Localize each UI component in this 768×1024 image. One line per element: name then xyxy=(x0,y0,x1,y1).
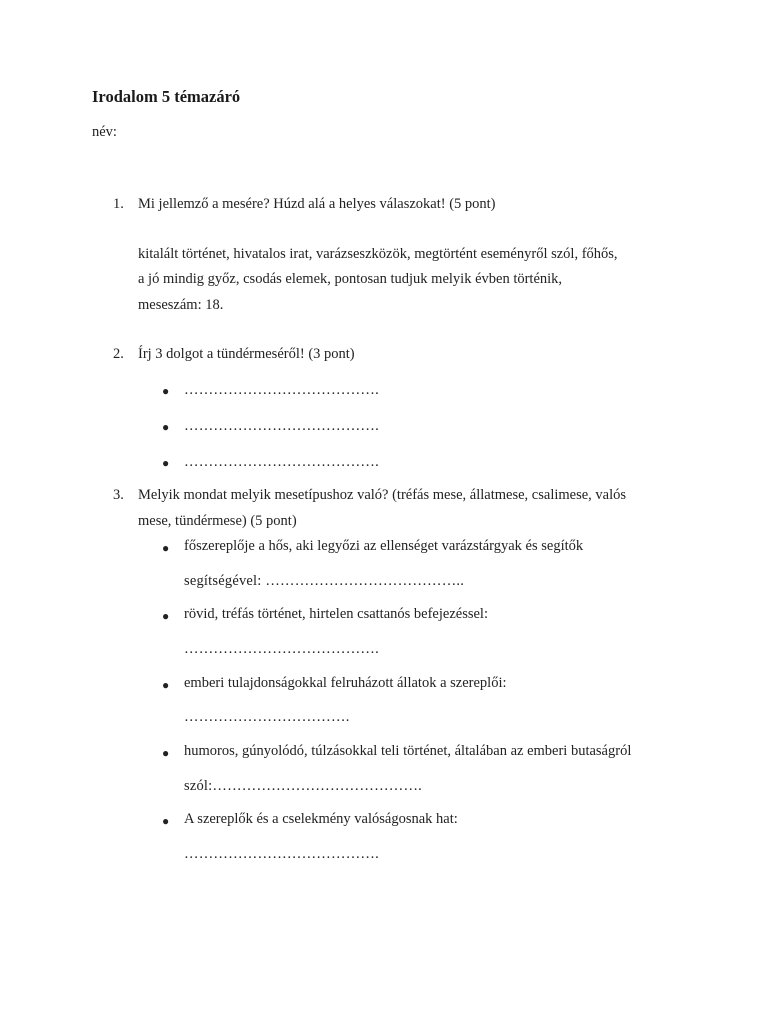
question-number: 1. xyxy=(113,196,124,212)
answer-blank[interactable]: …………………………………. xyxy=(184,418,379,434)
bullet-icon: ● xyxy=(162,746,170,760)
question-prompt: Melyik mondat melyik mesetípushoz való? (tréfás mese, állatmese, csalimese, valós xyxy=(138,487,627,503)
bullet-icon: ● xyxy=(162,814,170,828)
bullet-icon: ● xyxy=(162,609,170,623)
answer-blank[interactable]: …………………………………. xyxy=(184,454,379,470)
item-text: humoros, gúnyolódó, túlzásokkal teli történet, általában az emberi butaságról xyxy=(184,743,632,759)
answer-blank[interactable]: segítségével: ………………………………….. xyxy=(184,573,465,589)
question-prompt: mese, tündérmese) (5 pont) xyxy=(138,513,297,529)
bullet-icon: ● xyxy=(162,420,170,434)
answer-blank[interactable]: szól:……………………………………. xyxy=(184,778,423,794)
answer-blank[interactable]: ……………………………. xyxy=(184,709,350,725)
question-number: 2. xyxy=(113,346,124,362)
answer-blank[interactable]: …………………………………. xyxy=(184,382,379,398)
question-prompt: Mi jellemző a mesére? Húzd alá a helyes válaszokat! (5 pont) xyxy=(138,196,496,212)
item-text: emberi tulajdonságokkal felruházott állatok a szereplői: xyxy=(184,675,507,691)
bullet-icon: ● xyxy=(162,456,170,470)
options-line: meseszám: 18. xyxy=(138,297,224,313)
item-text: főszereplője a hős, aki legyőzi az ellenséget varázstárgyak és segítők xyxy=(184,538,584,554)
question-prompt: Írj 3 dolgot a tündérmeséről! (3 pont) xyxy=(138,346,355,362)
question-number: 3. xyxy=(113,487,124,503)
bullet-icon: ● xyxy=(162,678,170,692)
answer-blank[interactable]: …………………………………. xyxy=(184,846,379,862)
page-title: Irodalom 5 témazáró xyxy=(92,87,241,106)
bullet-icon: ● xyxy=(162,384,170,398)
item-text: rövid, tréfás történet, hirtelen csattanós befejezéssel: xyxy=(184,606,488,622)
answer-blank[interactable]: …………………………………. xyxy=(184,641,379,657)
item-text: A szereplők és a cselekmény valóságosnak hat: xyxy=(184,811,458,827)
name-label: név: xyxy=(92,124,117,140)
options-line: a jó mindig győz, csodás elemek, pontosan tudjuk melyik évben történik, xyxy=(138,271,563,287)
options-line: kitalált történet, hivatalos irat, varázseszközök, megtörtént eseményről szól, főhős, xyxy=(138,246,618,262)
bullet-icon: ● xyxy=(162,541,170,555)
